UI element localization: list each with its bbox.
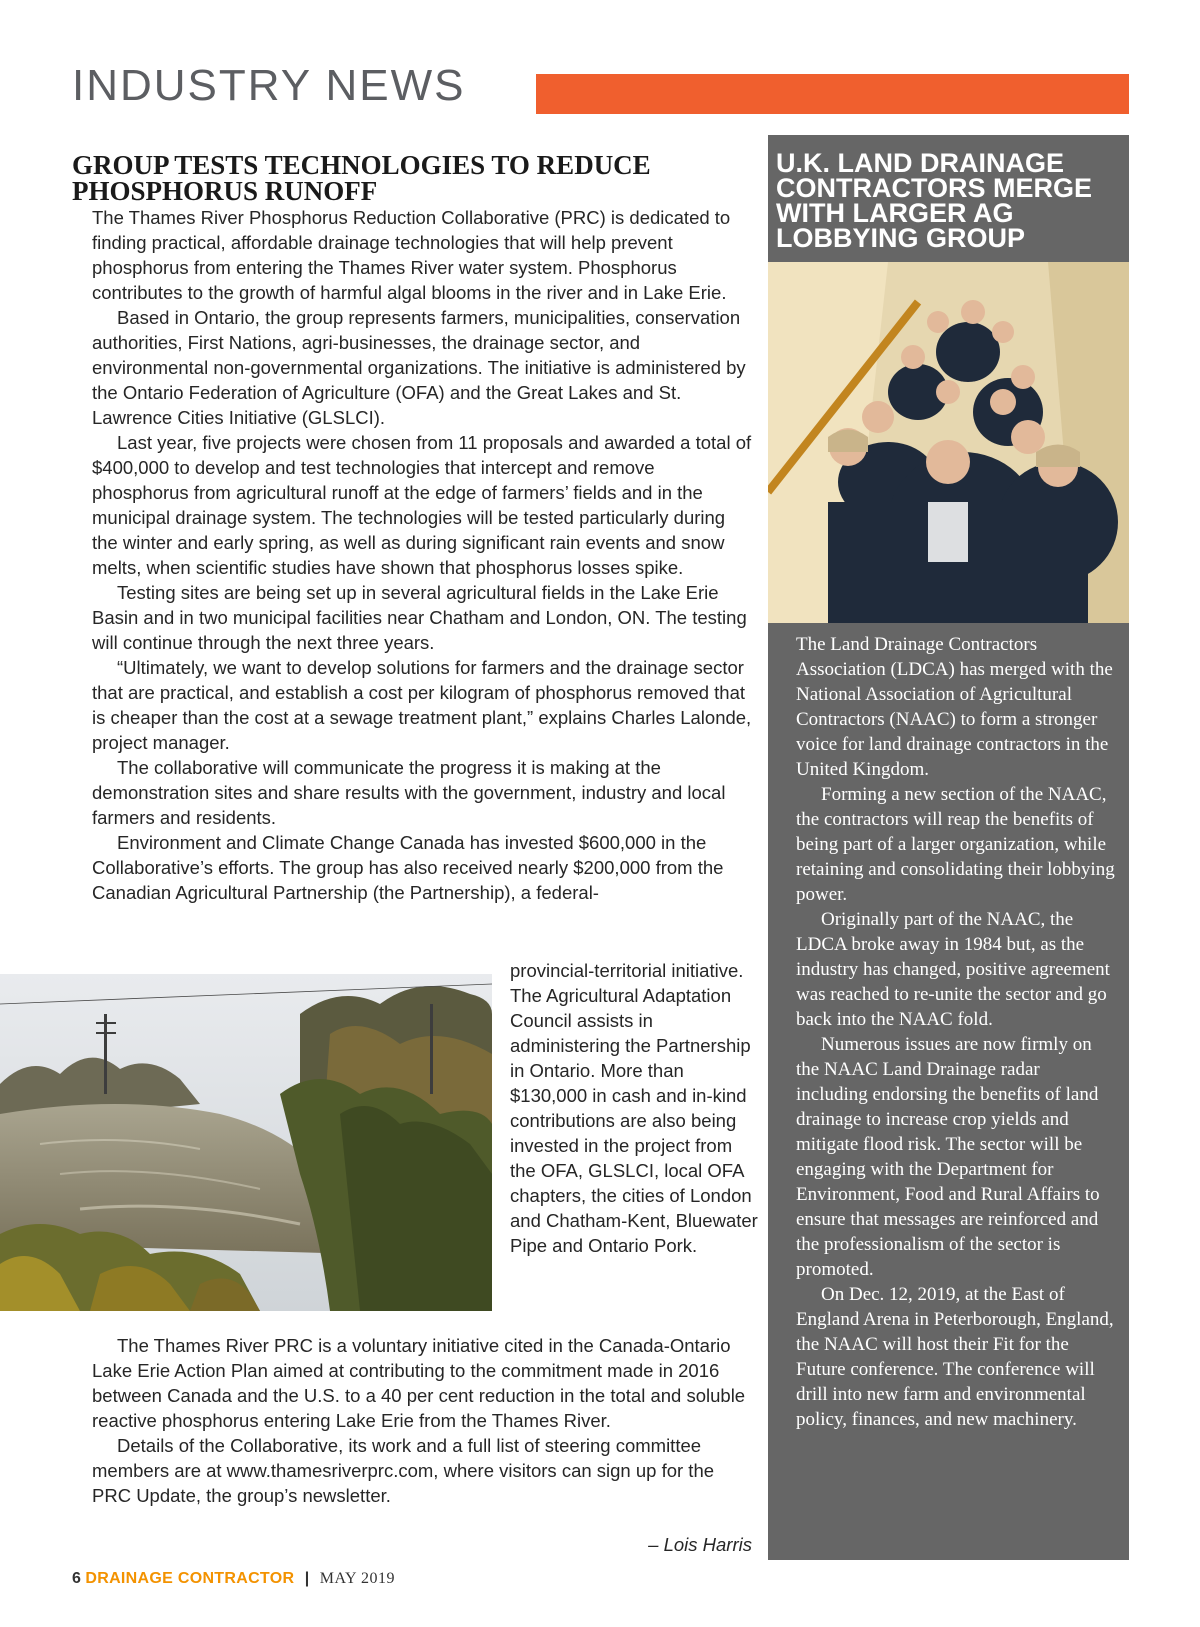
- article-paragraph: The Thames River Phosphorus Reduction Collaborative (PRC) is dedicated to finding practical, affordable drainage technologies that will help prevent phosphorus from entering the Thames River water system. Phosphorus contributes to the growth of harmful algal blooms in the river and in Lake Erie.: [92, 207, 731, 303]
- main-article-body-bottom: [92, 1333, 752, 1508]
- sidebar-headline: U.K. LAND DRAINAGE CONTRACTORS MERGE WITH LARGER AG LOBBYING GROUP: [776, 148, 1093, 253]
- sidebar-paragraph: Originally part of the NAAC, the LDCA broke away in 1984 but, as the industry has changed, positive agreement was reached to re-unite the sector and go back into the NAAC fold.: [796, 909, 1110, 1030]
- main-article-body-top: [92, 205, 752, 905]
- article-paragraph: Last year, five projects were chosen from 11 proposals and awarded a total of $400,000 to develop and test technologies that intercept and remove phosphorus from agricultural runoff at the edge of farmers’ fields and in the municipal drainage system. The technologies will be tested particularly during the winter and early spring, as well as during significant rain events and snow melts, when scientific studies have shown that phosphorus losses spike.: [92, 432, 752, 578]
- main-article-body-narrow: [510, 958, 760, 1258]
- sidebar-paragraph: Forming a new section of the NAAC, the contractors will reap the benefits of being part of a larger organization, while retaining and consolidating their lobbying power.: [796, 784, 1115, 905]
- sidebar-body: [796, 632, 1116, 1432]
- footer-separator: |: [304, 1570, 310, 1587]
- section-title: INDUSTRY NEWS: [72, 61, 466, 110]
- article-paragraph: “Ultimately, we want to develop solutions for farmers and the drainage sector that are practical, and establish a cost per kilogram of phosphorus removed that is cheaper than the cost at a sewage treatment plant,” explains Charles Lalonde, project manager.: [92, 657, 752, 753]
- article-paragraph: Environment and Climate Change Canada has invested $600,000 in the Collaborative’s efforts. The group has also received nearly $200,000 from the Canadian Agricultural Partnership (the Partnership), a federal-: [92, 832, 724, 903]
- issue-date: MAY 2019: [319, 1570, 395, 1587]
- article-paragraph: The collaborative will communicate the progress it is making at the demonstration sites and share results with the government, industry and local farmers and residents.: [92, 757, 726, 828]
- page-footer: [72, 1570, 395, 1588]
- group-photo: [768, 262, 1129, 623]
- sidebar-paragraph: The Land Drainage Contractors Association (LDCA) has merged with the National Association of Agricultural Contractors (NAAC) to form a stronger voice for land drainage contractors in the United Kingdom.: [796, 634, 1113, 780]
- article-paragraph: Based in Ontario, the group represents farmers, municipalities, conservation authorities, First Nations, agri-businesses, the drainage sector, and environmental non-governmental organizations. The initiative is administered by the Ontario Federation of Agriculture (OFA) and the Great Lakes and St. Lawrence Cities Initiative (GLSLCI).: [92, 307, 746, 428]
- article-byline: – Lois Harris: [648, 1534, 752, 1555]
- publication-name: DRAINAGE CONTRACTOR: [85, 1570, 295, 1587]
- article-paragraph: The Thames River PRC is a voluntary initiative cited in the Canada-Ontario Lake Erie Action Plan aimed at contributing to the commitment made in 2016 between Canada and the U.S. to a 40 per cent reduction in the total and soluble reactive phosphorus entering Lake Erie from the Thames River.: [92, 1335, 746, 1431]
- main-article-headline: GROUP TESTS TECHNOLOGIES TO REDUCE PHOSPHORUS RUNOFF: [72, 150, 651, 206]
- page-number: 6: [72, 1570, 81, 1587]
- article-paragraph: provincial-territorial initiative. The Agricultural Adaptation Council assists in administering the Partnership in Ontario. More than $130,000 in cash and in-kind contributions are also being invested in the project from the OFA, GLSLCI, local OFA chapters, the cities of London and Chatham-Kent, Bluewater Pipe and Ontario Pork.: [510, 960, 758, 1256]
- article-paragraph: Testing sites are being set up in several agricultural fields in the Lake Erie Basin and in two municipal facilities near Chatham and London, ON. The testing will continue through the next three years.: [92, 582, 747, 653]
- sidebar-paragraph: On Dec. 12, 2019, at the East of England Arena in Peterborough, England, the NAAC will host their Fit for the Future conference. The conference will drill into new farm and environmental policy, finances, and new machinery.: [796, 1284, 1114, 1430]
- sidebar-paragraph: Numerous issues are now firmly on the NAAC Land Drainage radar including endorsing the benefits of land drainage to increase crop yields and mitigate flood risk. The sector will be engaging with the Department for Environment, Food and Rural Affairs to ensure that messages are reinforced and the professionalism of the sector is promoted.: [796, 1034, 1100, 1280]
- article-paragraph: Details of the Collaborative, its work and a full list of steering committee members are at www.thamesriverprc.com, where visitors can sign up for the PRC Update, the group’s newsletter.: [92, 1435, 715, 1506]
- river-photo: [0, 974, 492, 1311]
- section-accent-bar: [536, 74, 1129, 114]
